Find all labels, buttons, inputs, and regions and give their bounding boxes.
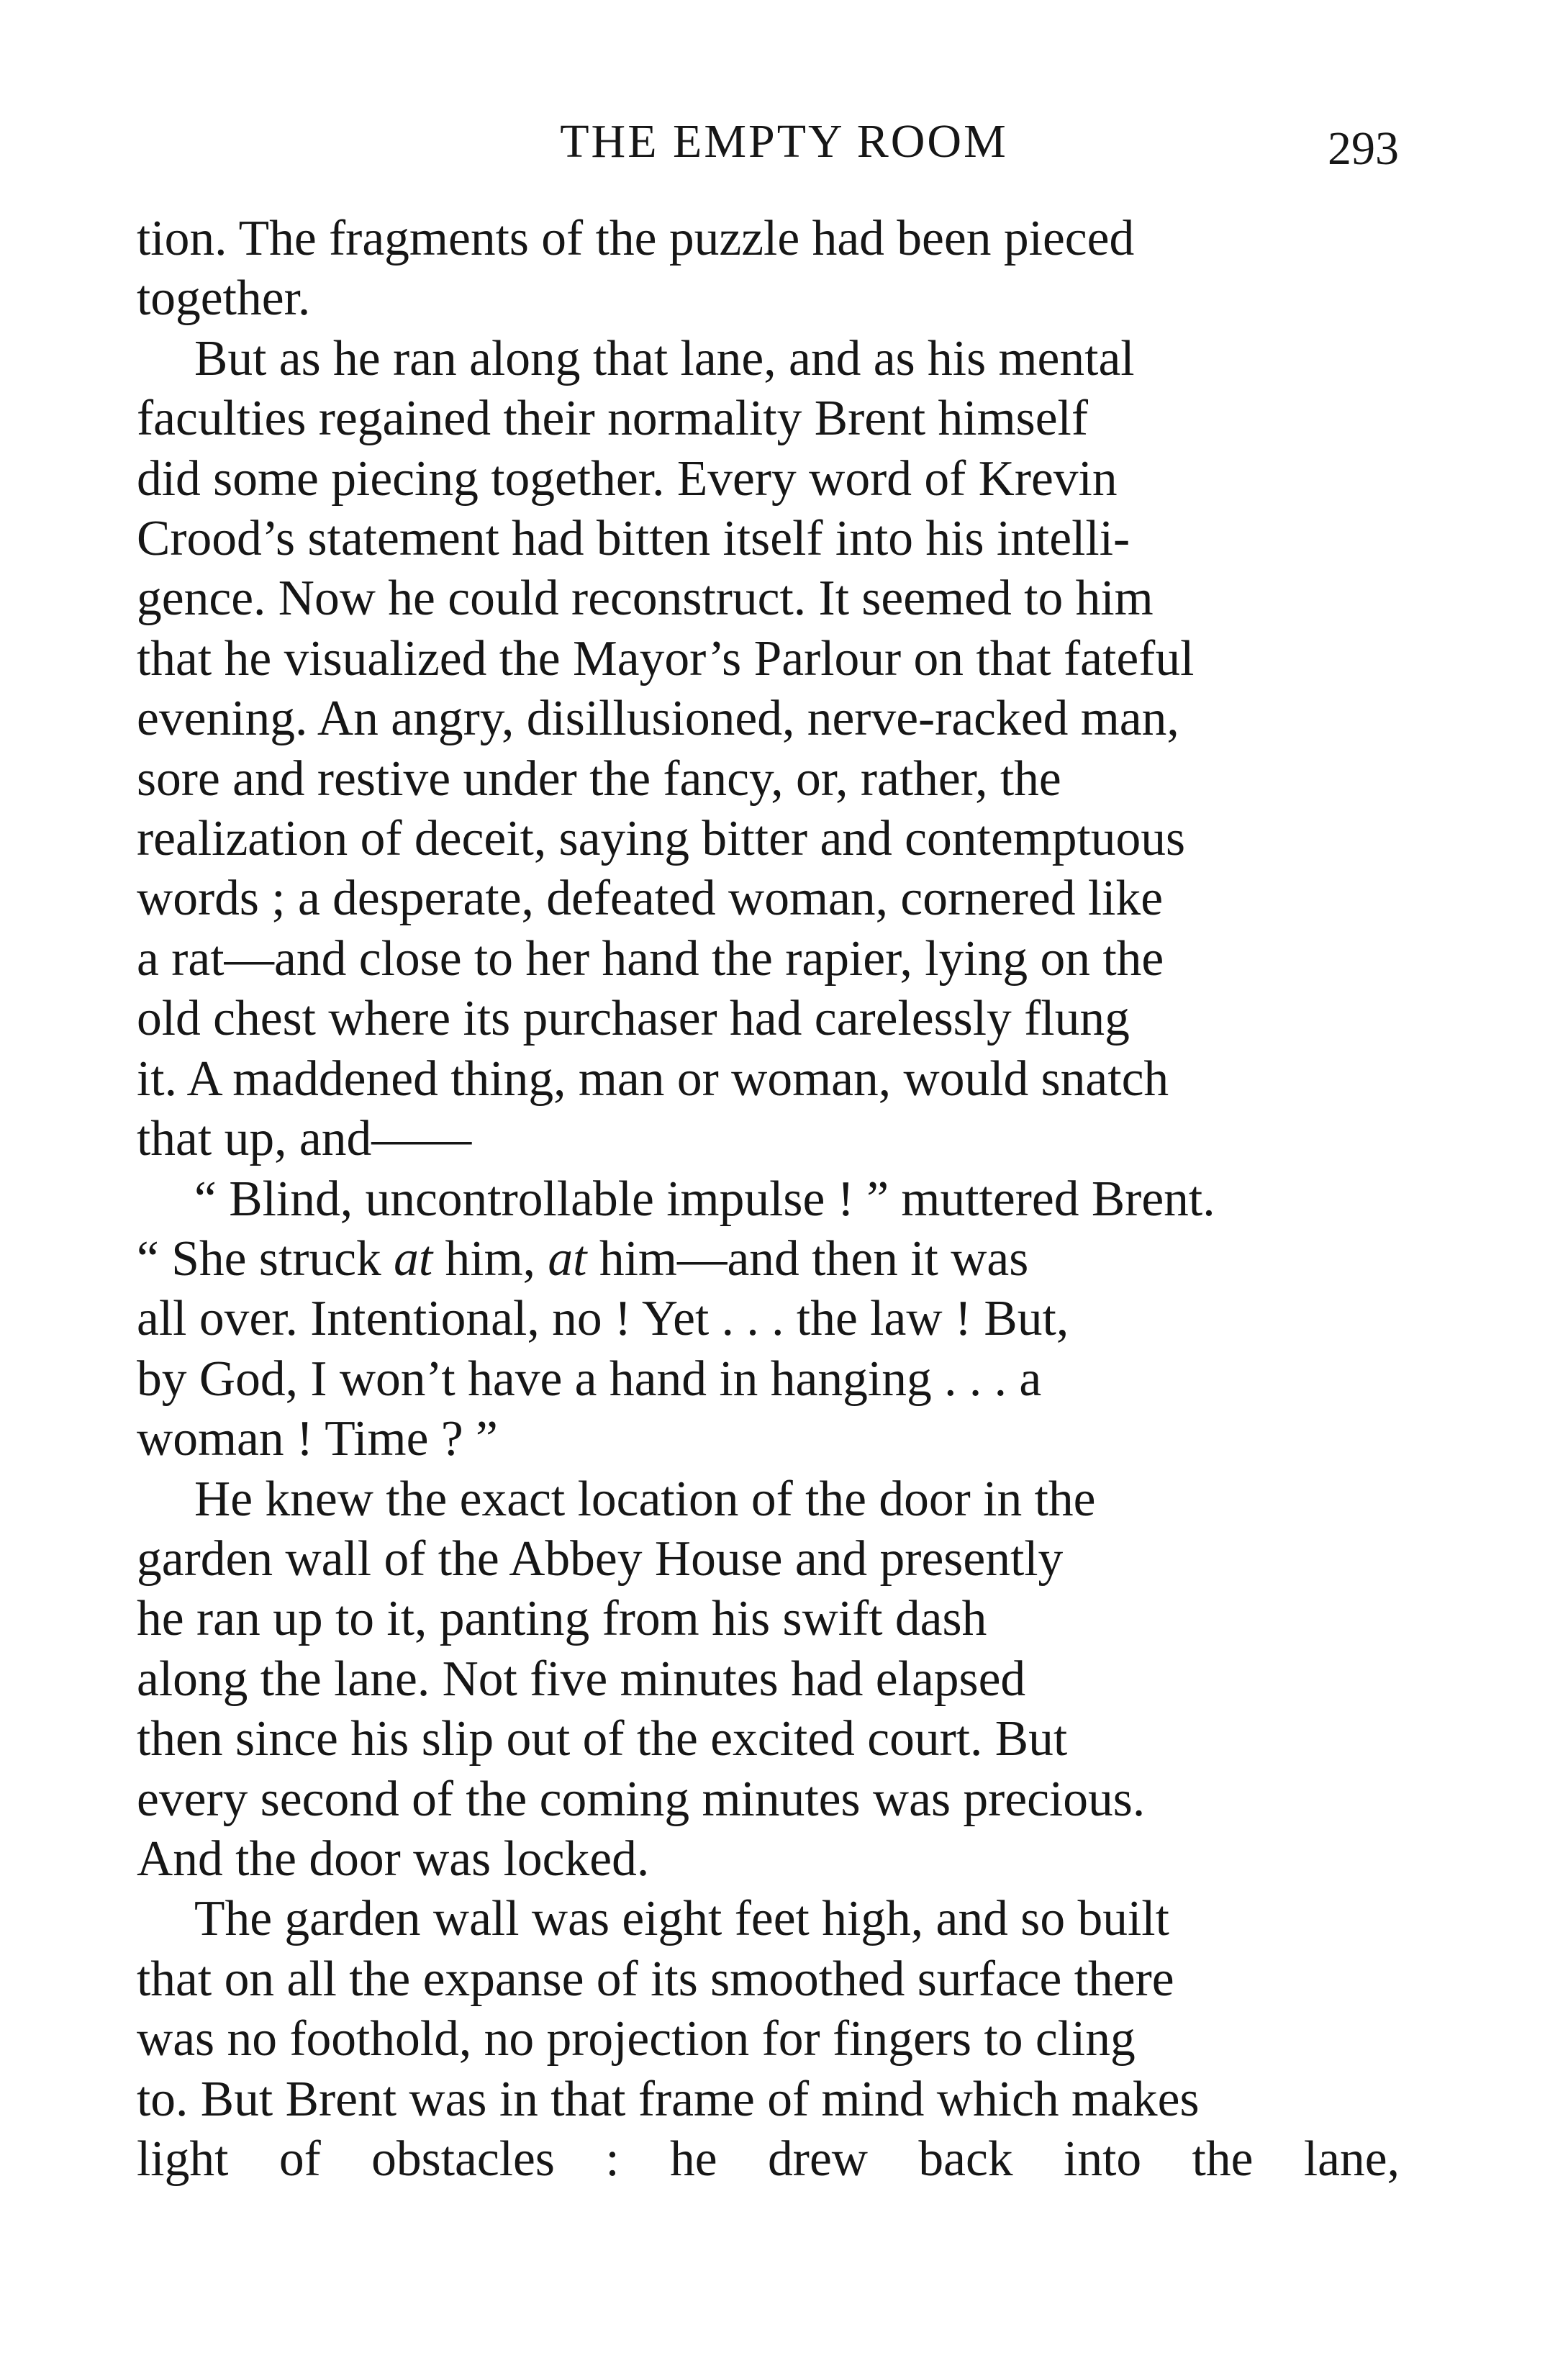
text-line: did some piecing together. Every word of Krevin [137, 450, 1118, 507]
text-line: evening. An angry, disillusioned, nerve-racked man, [137, 691, 1179, 747]
text-line: tion. The fragments of the puzzle had been pieced [137, 211, 1135, 266]
paragraph [137, 329, 1400, 1169]
text-line: to. But Brent was in that frame of mind which makes [137, 2071, 1200, 2127]
text-line: garden wall of the Abbey House and presently [137, 1531, 1064, 1587]
emphasis: at [394, 1230, 433, 1287]
text-line: But as he ran along that lane, and as his mental [194, 330, 1135, 386]
text-line: light of obstacles : he drew back into the lane, [137, 2131, 1400, 2187]
text-line: a rat—and close to her hand the rapier, lying on the [137, 930, 1164, 987]
text-line: words ; a desperate, defeated woman, cornered like [137, 871, 1164, 927]
text-line: realization of deceit, saying bitter and contemptuous [137, 811, 1186, 867]
text-line: that on all the expanse of its smoothed surface there [137, 1951, 1174, 2007]
paragraph [137, 1889, 1400, 2189]
text-line: was no foothold, no projection for fingers to cling [137, 2011, 1136, 2067]
text-line: “ Blind, uncontrollable impulse ! ” muttered Brent. [194, 1171, 1215, 1227]
running-head [0, 109, 1568, 174]
text-line: sore and restive under the fancy, or, rather, the [137, 751, 1061, 807]
paragraph [137, 209, 1400, 329]
text-line: that up, and—— [137, 1111, 472, 1167]
paragraph [137, 1469, 1400, 1890]
text-line: along the lane. Not five minutes had elapsed [137, 1651, 1026, 1707]
text-line: gence. Now he could reconstruct. It seemed to him [137, 571, 1154, 627]
text-line: by God, I won’t have a hand in hanging . . . a [137, 1351, 1042, 1407]
text-line: that he visualized the Mayor’s Parlour on that fateful [137, 630, 1195, 686]
text-line: He knew the exact location of the door in the [194, 1471, 1096, 1527]
emphasis: at [548, 1230, 587, 1287]
text-line: every second of the coming minutes was precious. [137, 1771, 1146, 1827]
text-line: together. [137, 271, 311, 327]
paragraph [137, 1169, 1400, 1469]
text-line: The garden wall was eight feet high, and so built [194, 1891, 1169, 1947]
text-line: woman ! Time ? ” [137, 1411, 498, 1467]
text-line: faculties regained their normality Brent himself [137, 391, 1088, 447]
text-line: Crood’s statement had bitten itself into his intelli- [137, 511, 1130, 567]
text-line: then since his slip out of the excited court. But [137, 1711, 1068, 1767]
text-line: old chest where its purchaser had carelessly flung [137, 991, 1130, 1047]
text-line: “ She struck at him, at him—and then it was [137, 1230, 1029, 1287]
text-line: all over. Intentional, no ! Yet . . . the law ! But, [137, 1291, 1069, 1347]
body-text [137, 209, 1400, 2189]
text-line: And the door was locked. [137, 1831, 650, 1887]
page-title: THE EMPTY ROOM [560, 115, 1008, 168]
page-number: 293 [1328, 122, 1399, 175]
text-line: it. A maddened thing, man or woman, would snatch [137, 1051, 1169, 1107]
text-line: he ran up to it, panting from his swift dash [137, 1591, 987, 1647]
